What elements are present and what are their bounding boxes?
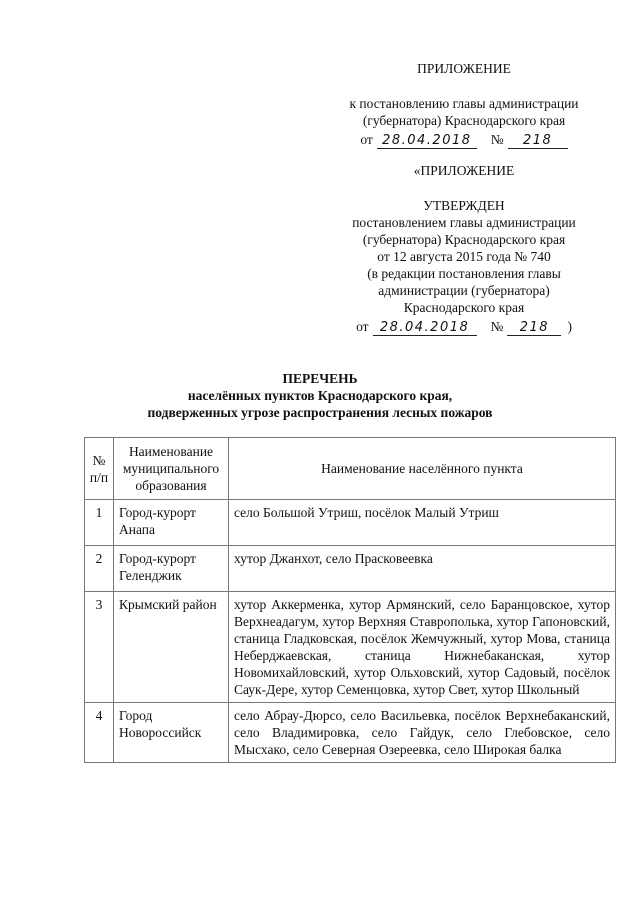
row-num: 2 bbox=[85, 546, 114, 592]
handwritten-number-2: 218 bbox=[507, 320, 561, 336]
table-row bbox=[85, 592, 616, 703]
date-number-line bbox=[340, 131, 588, 149]
from-label: от bbox=[360, 132, 373, 147]
list-title bbox=[0, 370, 640, 421]
date-number-line-2 bbox=[340, 318, 588, 336]
row-settlements: село Большой Утриш, посёлок Малый Утриш bbox=[229, 500, 616, 546]
list-title-line-2: населённых пунктов Краснодарского края, bbox=[187, 388, 453, 403]
row-municipality: Город-курорт Геленджик bbox=[114, 546, 229, 592]
approved-label: УТВЕРЖДЕН bbox=[423, 198, 505, 213]
row-municipality: Город-курорт Анапа bbox=[114, 500, 229, 546]
number-label-2: № bbox=[490, 319, 504, 334]
row-num: 3 bbox=[85, 592, 114, 703]
header-municipality: Наименование муниципального образования bbox=[114, 438, 229, 500]
approval-line-4: (в редакции постановления главы bbox=[367, 266, 561, 281]
row-municipality: Крымский район bbox=[114, 592, 229, 703]
row-municipality: Город Новороссийск bbox=[114, 703, 229, 763]
approval-line-1: постановлением главы администрации bbox=[352, 215, 576, 230]
approval-line-3: от 12 августа 2015 года № 740 bbox=[377, 249, 551, 264]
approval-header bbox=[340, 162, 588, 336]
row-num: 4 bbox=[85, 703, 114, 763]
resolution-line-1: к постановлению главы администрации bbox=[349, 96, 579, 111]
table-row bbox=[85, 500, 616, 546]
table-header-row bbox=[85, 438, 616, 500]
appendix-title: ПРИЛОЖЕНИЕ bbox=[417, 61, 511, 76]
settlements-table bbox=[84, 437, 616, 763]
approval-line-5: администрации (губернатора) bbox=[378, 283, 550, 298]
row-settlements: село Абрау-Дюрсо, село Васильевка, посёлок Верхнебаканский, село Владимировка, село Гайдук, село Глебовское, село Мысхако, село Северная Озереевка, село Широкая балка bbox=[229, 703, 616, 763]
list-title-line-1: ПЕРЕЧЕНЬ bbox=[282, 371, 358, 386]
appendix-header bbox=[340, 60, 588, 149]
appendix-title-2: «ПРИЛОЖЕНИЕ bbox=[413, 163, 515, 178]
approval-line-6: Краснодарского края bbox=[403, 300, 525, 315]
handwritten-date: 28.04.2018 bbox=[377, 133, 477, 149]
closing-paren: ) bbox=[567, 319, 572, 334]
header-settlement: Наименование населённого пункта bbox=[229, 438, 616, 500]
header-num: № п/п bbox=[85, 438, 114, 500]
list-title-line-3: подверженных угрозе распространения лесных пожаров bbox=[147, 405, 493, 420]
table-row bbox=[85, 703, 616, 763]
row-num: 1 bbox=[85, 500, 114, 546]
handwritten-number: 218 bbox=[508, 133, 568, 149]
row-settlements: хутор Аккерменка, хутор Армянский, село Баранцовское, хутор Верхнеадагум, хутор Верхняя Ставрополька, хутор Гапоновский, станица Гладковская, посёлок Жемчужный, хутор Мова, станица Неберджаевская, станица Нижнебаканская, хутор Новомихайловский, хутор Ольховский, хутор Садовый, посёлок Саук-Дере, хутор Семенцовка, хутор Свет, хутор Школьный bbox=[229, 592, 616, 703]
number-label: № bbox=[490, 132, 504, 147]
table-row bbox=[85, 546, 616, 592]
row-settlements: хутор Джанхот, село Прасковеевка bbox=[229, 546, 616, 592]
from-label-2: от bbox=[356, 319, 369, 334]
handwritten-date-2: 28.04.2018 bbox=[373, 320, 477, 336]
approval-line-2: (губернатора) Краснодарского края bbox=[362, 232, 566, 247]
resolution-line-2: (губернатора) Краснодарского края bbox=[362, 113, 566, 128]
